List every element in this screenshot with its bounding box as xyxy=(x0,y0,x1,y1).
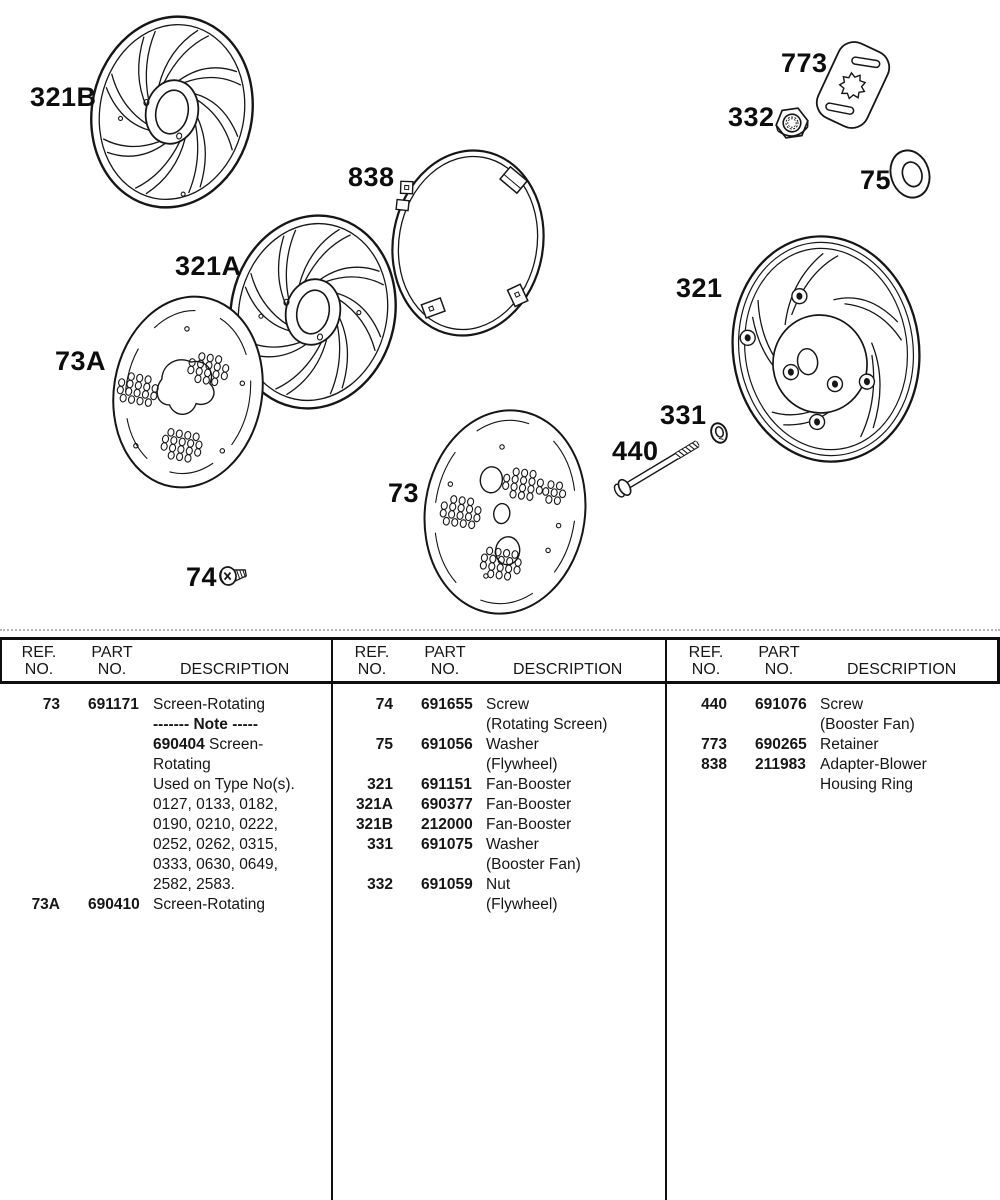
table-row: 75 691056 Washer xyxy=(375,736,539,753)
adapter-blower-housing-ring-838 xyxy=(376,138,558,348)
column-header-part-no: PART NO. xyxy=(91,644,133,678)
part-label-440: 440 xyxy=(612,436,659,466)
washer-331 xyxy=(709,421,730,445)
fan-booster-321 xyxy=(718,224,934,474)
table-row: 440 691076 Screw xyxy=(701,696,864,713)
part-label-321b: 321B xyxy=(30,82,97,112)
column-header-ref-no: REF. NO. xyxy=(21,644,57,678)
table-row: 332 691059 Nut xyxy=(367,876,511,893)
table-row-continuation: (Flywheel) xyxy=(486,756,558,773)
column-header-part-no: PART NO. xyxy=(758,644,800,678)
column-header-description: DESCRIPTION xyxy=(180,661,290,678)
table-row-note: 2582, 2583. xyxy=(153,876,235,893)
table-row: 321A 690377 Fan-Booster xyxy=(355,796,572,813)
part-label-73a: 73A xyxy=(55,346,107,376)
screw-74 xyxy=(219,564,248,586)
table-row-note: 690404 Screen- xyxy=(153,736,264,753)
parts-table-section-1 xyxy=(0,637,333,1200)
table-row-note: Rotating xyxy=(153,756,211,773)
nut-332 xyxy=(774,107,810,139)
part-label-838: 838 xyxy=(348,162,395,192)
table-row-note: Used on Type No(s). xyxy=(153,776,295,793)
parts-table-section-3 xyxy=(667,637,1000,1200)
table-row: 73A 690410 Screen-Rotating xyxy=(31,896,266,913)
part-label-74: 74 xyxy=(186,562,218,592)
column-header-description: DESCRIPTION xyxy=(847,661,957,678)
table-row-note: 0190, 0210, 0222, xyxy=(153,816,278,833)
table-row-note: 0252, 0262, 0315, xyxy=(153,836,278,853)
table-row: 74 691655 Screw xyxy=(375,696,530,713)
part-label-331: 331 xyxy=(660,400,707,430)
part-label-773: 773 xyxy=(781,48,828,78)
washer-75 xyxy=(885,145,936,202)
column-header-description: DESCRIPTION xyxy=(513,661,623,678)
part-label-321a: 321A xyxy=(175,251,242,281)
table-row-note: 0127, 0133, 0182, xyxy=(153,796,278,813)
table-row-continuation: (Rotating Screen) xyxy=(486,716,608,733)
part-label-75: 75 xyxy=(860,165,892,195)
part-label-321: 321 xyxy=(676,273,723,303)
table-row: 321B 212000 Fan-Booster xyxy=(355,816,572,833)
table-row: 73 691171 Screen-Rotating xyxy=(42,696,266,713)
table-row-continuation: Housing Ring xyxy=(820,776,914,793)
table-row: 773 690265 Retainer xyxy=(701,736,879,753)
part-label-73: 73 xyxy=(388,478,420,508)
fan-booster-321b xyxy=(74,1,270,222)
rotating-screen-73 xyxy=(412,400,599,624)
table-row: 331 691075 Washer xyxy=(367,836,539,853)
table-row-note: ------- Note ----- xyxy=(153,716,258,733)
column-header-ref-no: REF. NO. xyxy=(688,644,724,678)
part-label-332: 332 xyxy=(728,102,775,132)
column-header-ref-no: REF. NO. xyxy=(354,644,390,678)
parts-table-section-2 xyxy=(333,637,666,1200)
table-row-continuation: (Booster Fan) xyxy=(486,856,581,873)
table-row-continuation: (Flywheel) xyxy=(486,896,558,913)
table-row: 838 211983 Adapter-Blower xyxy=(701,756,927,773)
column-header-part-no: PART NO. xyxy=(424,644,466,678)
table-row: 321 691151 Fan-Booster xyxy=(367,776,572,793)
table-row-continuation: (Booster Fan) xyxy=(820,716,915,733)
table-row-note: 0333, 0630, 0649, xyxy=(153,856,278,873)
scan-artifact-dotted-line xyxy=(0,629,1000,631)
